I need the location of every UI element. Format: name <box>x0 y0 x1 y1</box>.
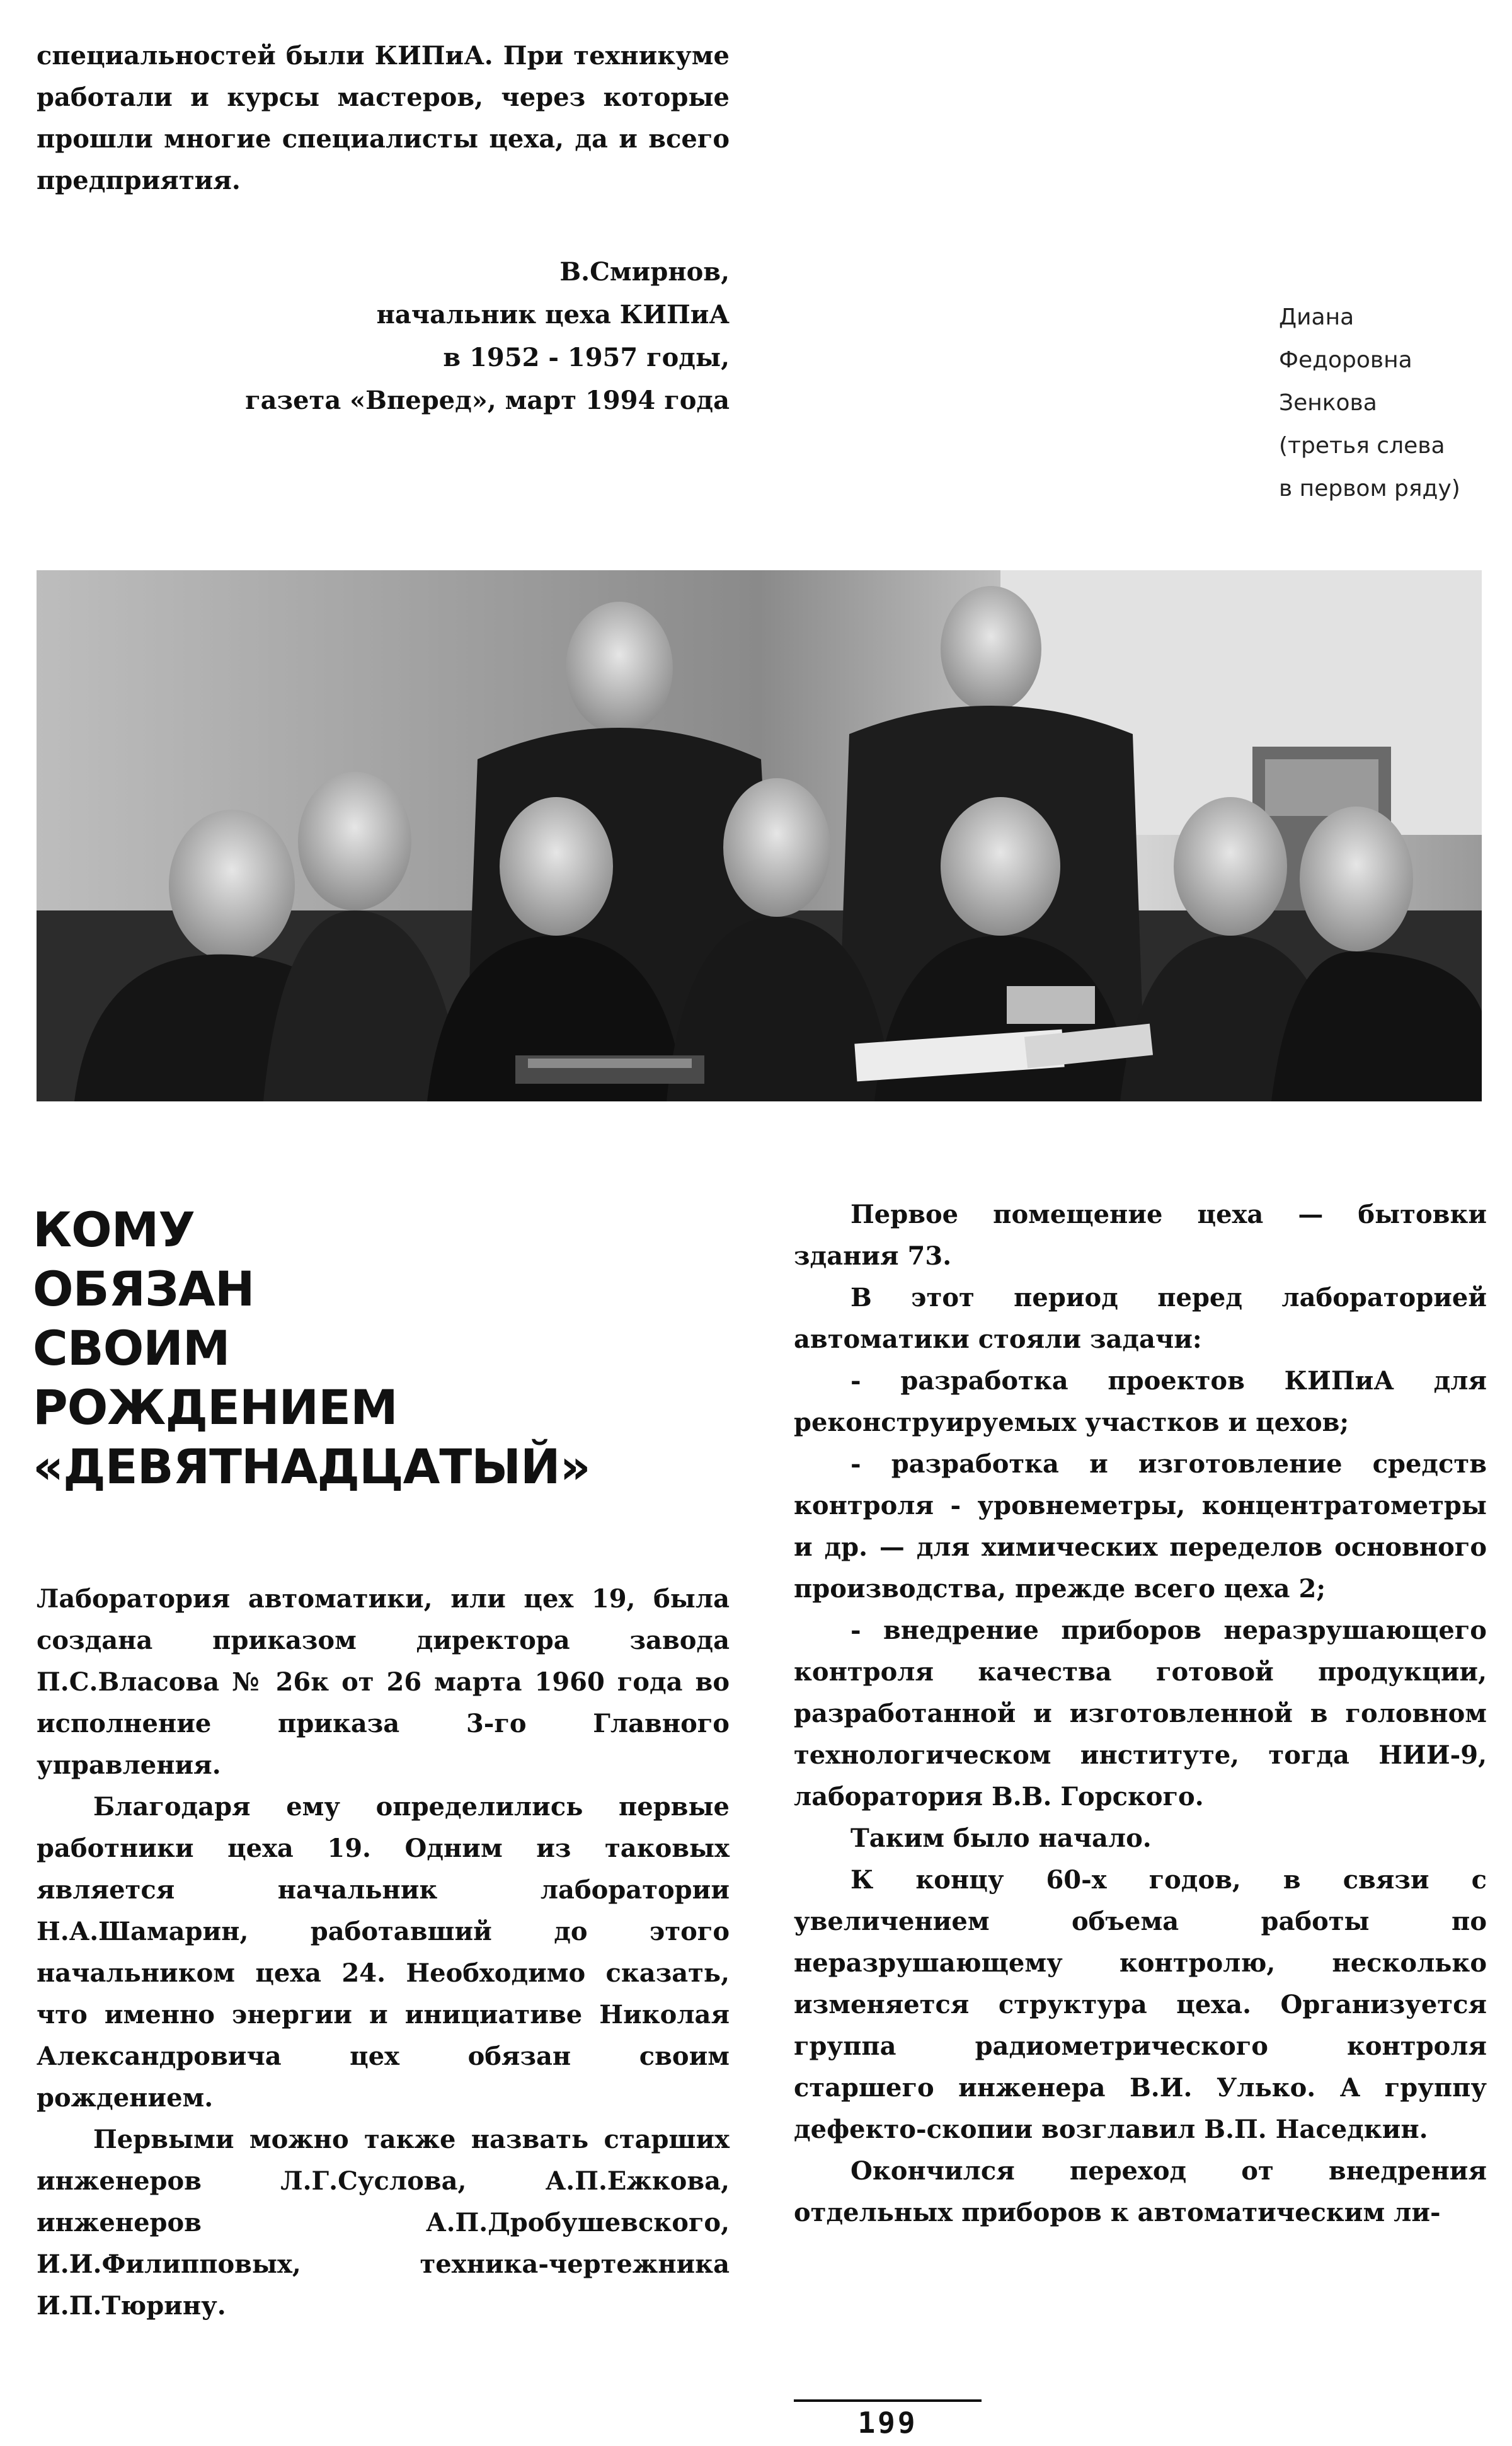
caption-line: (третья слева <box>1279 433 1445 459</box>
body-paragraph: В этот период перед лабораторией автоматики стояли задачи: <box>794 1283 1487 1354</box>
body-paragraph: Таким было начало. <box>850 1823 1152 1853</box>
article-headline <box>33 1200 757 1496</box>
headline-line: «ДЕВЯТНАДЦАТЫЙ» <box>33 1438 590 1495</box>
body-paragraph: Первое помещение цеха — бытовки здания 73. <box>794 1200 1487 1271</box>
top-paragraph-block <box>37 35 730 202</box>
photo-caption <box>1279 296 1493 510</box>
signature-position: начальник цеха КИПиА <box>376 300 730 330</box>
photo-illustration <box>37 570 1482 1101</box>
top-paragraph: специальностей были КИПиА. При техникуме работали и курсы мастеров, через которые прошли многие специалисты цеха, да и всего предприятия. <box>37 41 730 195</box>
headline-line: КОМУ <box>33 1202 195 1258</box>
body-paragraph: Первыми можно также назвать старших инженеров Л.Г.Суслова, А.П.Ежкова, инженеров А.П.Дробушевского, И.И.Филипповых, техника-чертежника И.П.Тюрину. <box>37 2125 730 2321</box>
body-paragraph: Благодаря ему определились первые работники цеха 19. Одним из таковых является начальник лаборатории Н.А.Шамарин, работавший до этого начальником цеха 24. Необходимо сказать, что именно энергии и инициативе Николая Александровича цех обязан своим рождением. <box>37 1792 730 2113</box>
list-item: - внедрение приборов неразрушающего контроля качества готовой продукции, разработанной и изготовленной в головном технологическом институте, тогда НИИ-9, лаборатория В.В. Горского. <box>794 1616 1487 1812</box>
signature-source: газета «Вперед», март 1994 года <box>245 386 730 415</box>
caption-line: Федоровна <box>1279 347 1412 373</box>
caption-line: Зенкова <box>1279 390 1377 416</box>
body-paragraph: Лаборатория автоматики, или цех 19, была создана приказом директора завода П.С.Власова № 26к от 26 марта 1960 года во исполнение приказа 3-го Главного управления. <box>37 1584 730 1780</box>
body-paragraph: Окончился переход от внедрения отдельных приборов к автоматическим ли- <box>794 2156 1487 2227</box>
caption-line: в первом ряду) <box>1279 476 1460 502</box>
right-column <box>794 1194 1487 2234</box>
headline-line: РОЖДЕНИЕМ <box>33 1379 398 1435</box>
headline-line: СВОИМ <box>33 1320 230 1376</box>
author-signature <box>37 251 730 422</box>
caption-line: Диана <box>1279 304 1354 330</box>
left-column <box>37 1578 730 2327</box>
signature-years: в 1952 - 1957 годы, <box>443 343 730 372</box>
signature-name: В.Смирнов, <box>559 257 730 287</box>
page-number-rule <box>794 2399 982 2402</box>
headline-line: ОБЯЗАН <box>33 1261 255 1317</box>
group-photograph <box>37 570 1482 1101</box>
body-paragraph: К концу 60-х годов, в связи с увеличением объема работы по неразрушающему контролю, несколько изменяется структура цеха. Организуется группа радиометрического контроля старшего инженера В.И. Улько. А группу дефекто-скопии возглавил В.П. Наседкин. <box>794 1865 1487 2144</box>
list-item: - разработка и изготовление средств контроля - уровнеметры, концентратометры и др. — для химических переделов основного производства, прежде всего цеха 2; <box>794 1449 1487 1604</box>
page-number: 199 <box>857 2406 918 2440</box>
list-item: - разработка проектов КИПиА для реконструируемых участков и цехов; <box>794 1366 1487 1437</box>
